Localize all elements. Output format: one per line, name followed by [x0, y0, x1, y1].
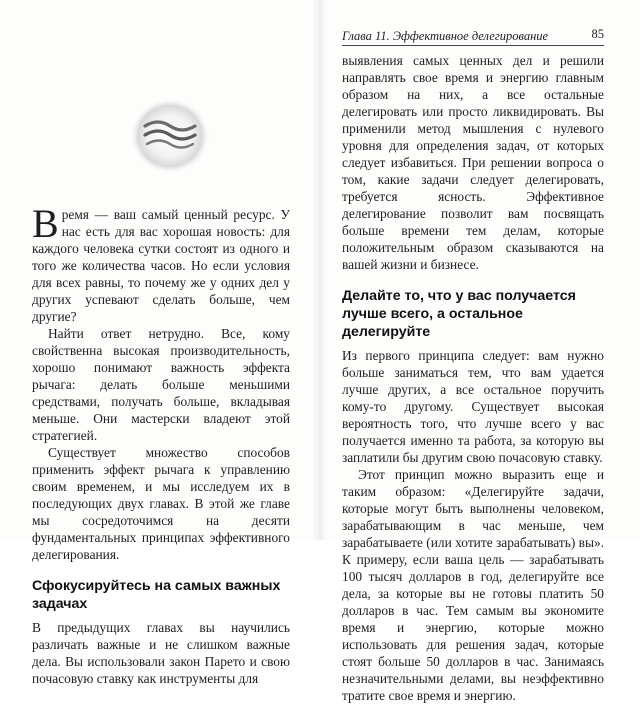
drop-cap-letter: В — [32, 201, 59, 246]
body-paragraph: выявления самых ценных дел и решили направлять свое время и энергию главным образом на них, а все остальные делегировать или просто ликвидировать. Вы применили метод мышления с нулевого уровня для определения задач, от которых следует избавиться. При решении вопроса о том, какие задачи следует делегировать, требуется ясность. Эффективное делегирование позволит вам посвящать больше времени тем делам, которые положительным образом сказываются на вашей жизни и бизнесе. — [342, 53, 604, 272]
body-paragraph: Из первого принципа следует: вам нужно больше заниматься тем, что вам удается лучше других, а все остальное поручить кому-то другому. Существует высокая вероятность того, что лучше всего у вас получается именно та работа, за которую вы заплатили бы другим свою почасовую ставку. — [342, 348, 604, 465]
chapter-title: Глава 11. Эффективное делегирование — [342, 29, 549, 43]
right-page-text — [342, 52, 604, 704]
page-number: 85 — [591, 27, 604, 41]
section-heading: Сфокусируйтесь на самых важных задачах — [32, 578, 281, 612]
opening-paragraph — [32, 201, 290, 325]
body-paragraph: В предыдущих главах вы научились различать важные и не слишком важные дела. Вы использовали закон Парето и свою почасовую ставку как инструменты для — [32, 620, 290, 686]
section-heading: Делайте то, что у вас получается лучше всего, а остальное делегируйте — [342, 288, 576, 340]
body-paragraph: Найти ответ нетрудно. Все, кому свойственна высокая производительность, хорошо понимают важность эффекта рычага: делать больше меньшими средствами, получать больше, вкладывая меньше. Они мастерски владеют этой стратегией. — [32, 326, 290, 443]
opening-paragraph-text: ремя — ваш самый ценный ресурс. У нас есть для вас хорошая новость: для каждого человека сутки состоят из одного и того же количества часов. Но если условия для всех равны, то почему же у одних дел у других успевают сделать больше, чем другие? — [32, 207, 290, 324]
body-paragraph: Этот принцип можно выразить еще и таким образом: «Делегируйте задачи, которые могут быть выполнены человеком, зарабатывающим в час меньше, чем зарабатываете (или хотите зарабатывать) вы». К примеру, если ваша цель — зарабатывать 100 тысяч долларов в год, делегируйте все дела, за которые вы не готовы платить 50 долларов в час. Тем самым вы экономите время и энергию, которые можно использовать для решения задач, которые стоят больше 50 долларов в час. Занимаясь незначительными делами, вы неэффективно тратите свое время и энергию. — [342, 467, 604, 703]
wave-emblem-icon — [125, 96, 215, 176]
body-paragraph: Существует множество способов применить эффект рычага к управлению своим временем, и мы исследуем их в последующих двух главах. В этой же главе мы сосредоточимся на десяти фундаментальных принципах эффективного делегирования. — [32, 445, 290, 562]
running-header — [342, 27, 604, 46]
left-page-text — [32, 201, 290, 687]
left-page — [0, 0, 320, 686]
